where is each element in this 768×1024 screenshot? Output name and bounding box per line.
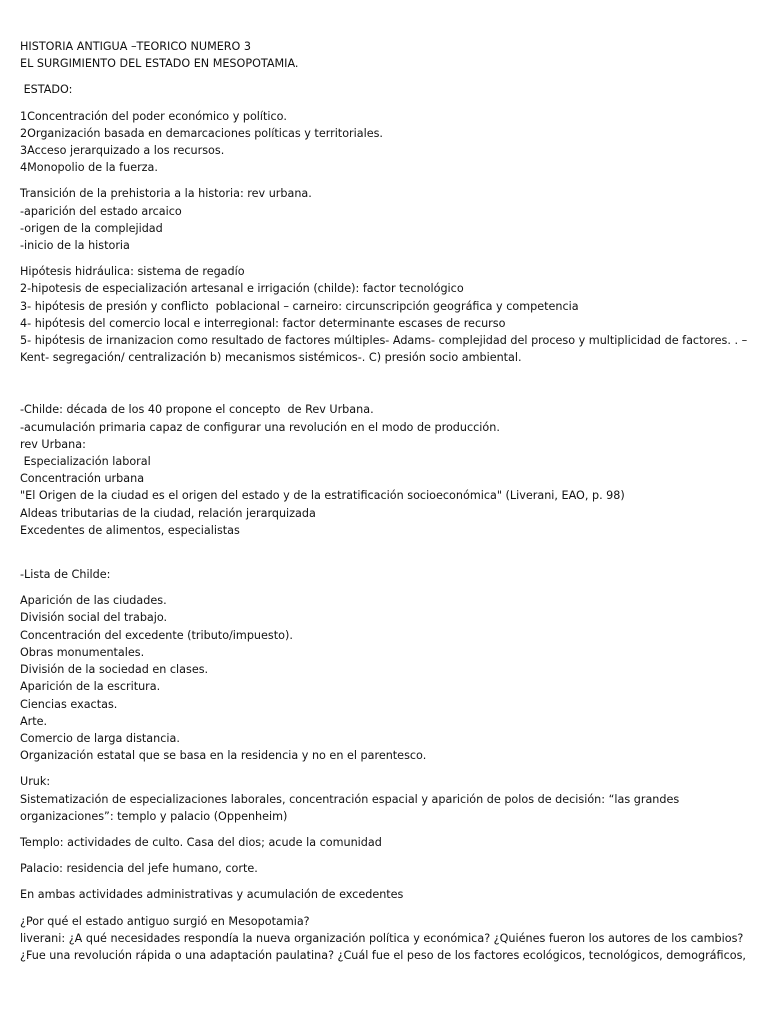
lista-heading-block: [20, 566, 750, 583]
paragraph-line: 2-hipotesis de especialización artesanal e irrigación (childe): factor tecnológico: [20, 282, 464, 296]
paragraph-line: En ambas actividades administrativas y acumulación de excedentes: [20, 888, 404, 902]
paragraph-line: -acumulación primaria capaz de configurar una revolución en el modo de producción.: [20, 420, 500, 434]
paragraph-text: liverani: ¿A qué necesidades respondía la nueva organización política y económica? ¿Quiénes fueron los autores de los cambios? ¿Fue una revolución rápida o una adaptación paulatina? ¿Cuál fue el peso de los factores ecológicos, tecnológicos, demográficos,: [20, 931, 746, 962]
paragraph-line: -origen de la complejidad: [20, 221, 163, 235]
uruk-section: [20, 773, 750, 825]
paragraph-text: Sistematización de especializaciones laborales, concentración espacial y aparición de polos de decisión: “las grandes organizaciones”: templo y palacio (Oppenheim): [20, 792, 680, 823]
estado-heading: ESTADO:: [20, 83, 73, 97]
lista-childe: [20, 592, 750, 764]
list-item: Concentración del excedente (tributo/impuesto).: [20, 628, 293, 642]
document-title: HISTORIA ANTIGUA –TEORICO NUMERO 3: [20, 40, 252, 53]
list-item: 3Acceso jerarquizado a los recursos.: [20, 144, 225, 158]
list-item: 1Concentración del poder económico y político.: [20, 109, 287, 123]
paragraph-line: Especialización laboral: [20, 455, 151, 469]
paragraph-line: Templo: actividades de culto. Casa del dios; acude la comunidad: [20, 835, 382, 849]
list-item: División de la sociedad en clases.: [20, 663, 209, 677]
templo-block: [20, 834, 750, 851]
paragraph-line: Transición de la prehistoria a la historia: rev urbana.: [20, 187, 312, 201]
paragraph-line: Palacio: residencia del jefe humano, corte.: [20, 862, 258, 876]
estado-list: [20, 108, 750, 177]
list-item: Comercio de larga distancia.: [20, 731, 180, 745]
list-item: Aparición de la escritura.: [20, 680, 161, 694]
paragraph-line: Excedentes de alimentos, especialistas: [20, 523, 240, 537]
paragraph-line: Aldeas tributarias de la ciudad, relación jerarquizada: [20, 506, 316, 520]
ambas-block: [20, 886, 750, 903]
document-page: [20, 38, 750, 973]
paragraph-line: rev Urbana:: [20, 437, 86, 451]
paragraph-line: -inicio de la historia: [20, 239, 130, 253]
hipotesis-section: [20, 263, 750, 366]
list-item: Arte.: [20, 714, 48, 728]
list-item: 4Monopolio de la fuerza.: [20, 161, 158, 175]
list-item: Aparición de las ciudades.: [20, 594, 167, 608]
list-item: Ciencias exactas.: [20, 697, 118, 711]
palacio-block: [20, 860, 750, 877]
paragraph-line: -aparición del estado arcaico: [20, 204, 182, 218]
lista-heading: -Lista de Childe:: [20, 568, 111, 582]
list-item: División social del trabajo.: [20, 611, 168, 625]
list-item: Organización estatal que se basa en la residencia y no en el parentesco.: [20, 749, 427, 763]
question-line: ¿Por qué el estado antiguo surgió en Mesopotamia?: [20, 914, 310, 928]
paragraph-text: 5- hipótesis de irnanizacion como resultado de factores múltiples- Adams- complejidad del proceso y multiplicidad de factores. . – Kent- segregación/ centralización b) mecanismos sistémicos-. C) presión socio ambiental.: [20, 334, 748, 365]
paragraph-line: Hipótesis hidráulica: sistema de regadío: [20, 265, 245, 279]
transicion-section: [20, 185, 750, 254]
paragraph-line: -Childe: década de los 40 propone el concepto de Rev Urbana.: [20, 403, 374, 417]
list-item: Obras monumentales.: [20, 645, 145, 659]
pregunta-section: [20, 913, 750, 965]
list-item: 2Organización basada en demarcaciones políticas y territoriales.: [20, 126, 383, 140]
paragraph-line: 4- hipótesis del comercio local e interregional: factor determinante escases de recurso: [20, 316, 506, 330]
quote-line: "El Origen de la ciudad es el origen del estado y de la estratificación socioeconómica" (Liverani, EAO, p. 98): [20, 489, 625, 503]
paragraph-line: Concentración urbana: [20, 472, 145, 486]
uruk-heading: Uruk:: [20, 775, 51, 789]
document-header: [20, 38, 750, 72]
paragraph-line: 3- hipótesis de presión y conflicto poblacional – carneiro: circunscripción geográfica y competencia: [20, 299, 579, 313]
estado-heading-block: [20, 81, 750, 98]
childe-section: [20, 401, 750, 539]
document-subtitle: EL SURGIMIENTO DEL ESTADO EN MESOPOTAMIA.: [20, 57, 299, 71]
